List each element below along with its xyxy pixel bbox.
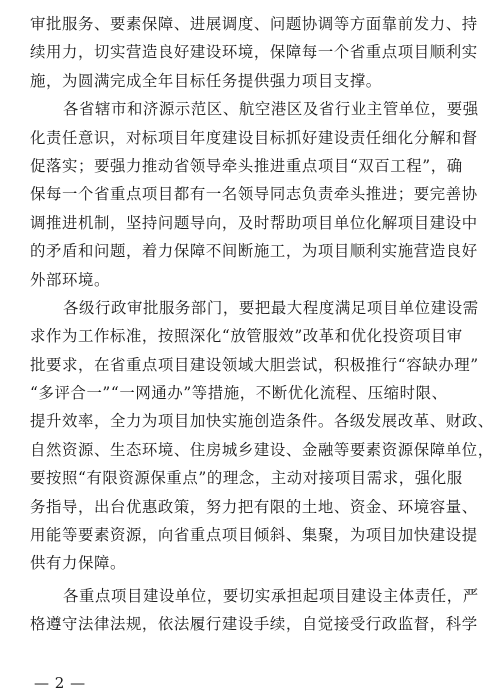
paragraph-first-line: 各重点项目建设单位，要切实承担起项目建设主体责任，严 xyxy=(63,586,479,605)
text-line: 促落实；要强力推动省领导牵头推进重点项目“双百工程”，确 xyxy=(30,156,463,175)
text-line: 调推进机制，坚持问题导向，及时帮助项目单位化解项目建设中 xyxy=(30,213,478,232)
page-number: — 2 — xyxy=(34,674,86,692)
text-line: 要按照“有限资源保重点”的理念，主动对接项目需求，强化服 xyxy=(30,469,463,488)
text-line: 审批服务、要素保障、进展调度、问题协调等方面靠前发力、持 xyxy=(30,15,478,33)
text-line: 批要求，在省重点项目建设领域大胆尝试，积极推行“容缺办理” xyxy=(30,355,479,374)
body-text xyxy=(30,10,494,639)
text-line: 续用力，切实营造良好建设环境，保障每一个省重点项目顺利实 xyxy=(30,43,478,62)
text-line: 格遵守法律法规，依法履行建设手续，自觉接受行政监督，科学 xyxy=(30,615,478,634)
text-line: 提升效率，全力为项目加快实施创造条件。各级发展改革、财政、 xyxy=(30,412,494,431)
text-line: “多评合一”“一网通办”等措施，不断优化流程、压缩时限、 xyxy=(30,384,448,403)
paragraph-first-line: 各级行政审批服务部门，要把最大程度满足项目单位建设需 xyxy=(63,298,479,317)
text-line: 用能等要素资源，向省重点项目倾斜、集聚，为项目加快建设提 xyxy=(30,526,478,545)
text-line: 化责任意识，对标项目年度建设目标抓好建设责任细化分解和督 xyxy=(30,128,478,147)
text-line: 自然资源、生态环境、住房城乡建设、金融等要素资源保障单位， xyxy=(30,440,494,459)
text-line: 保每一个省重点项目都有一名领导同志负责牵头推进；要完善协 xyxy=(30,185,478,204)
text-line: 外部环境。 xyxy=(30,270,110,289)
text-line: 求作为工作标准，按照深化“放管服效”改革和优化投资项目审 xyxy=(30,327,463,346)
paragraph-first-line: 各省辖市和济源示范区、航空港区及省行业主管单位，要强 xyxy=(63,100,479,119)
text-line: 务指导，出台优惠政策，努力把有限的土地、资金、环境容量、 xyxy=(30,497,478,516)
text-line: 的矛盾和问题，着力保障不间断施工，为项目顺利实施营造良好 xyxy=(30,242,478,261)
text-line: 施，为圆满完成全年目标任务提供强力项目支撑。 xyxy=(30,71,382,90)
text-line: 供有力保障。 xyxy=(30,554,126,573)
